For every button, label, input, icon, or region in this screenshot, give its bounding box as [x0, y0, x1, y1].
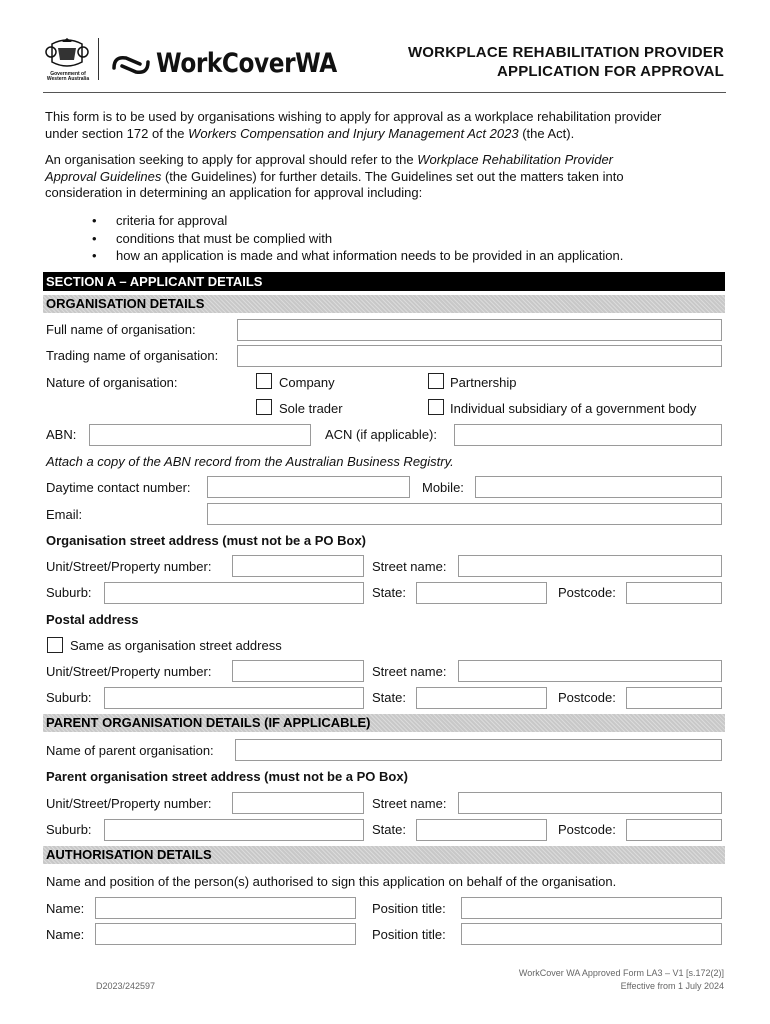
postal-street-name-input[interactable] [458, 660, 722, 682]
street-name-label: Street name: [372, 559, 447, 574]
postal-suburb-input[interactable] [104, 687, 364, 709]
parent-postcode-input[interactable] [626, 819, 722, 841]
suburb-input[interactable] [104, 582, 364, 604]
abn-label: ABN: [46, 427, 77, 442]
parent-suburb-label: Suburb: [46, 822, 92, 837]
abn-note: Attach a copy of the ABN record from the Australian Business Registry. [46, 454, 454, 469]
workcover-logo-text: WorkCoverWA [156, 48, 337, 79]
full-name-input[interactable] [237, 319, 722, 341]
parent-state-input[interactable] [416, 819, 547, 841]
intro-paragraph-2 [45, 152, 735, 202]
auth-position-input-2[interactable] [461, 923, 722, 945]
suburb-label: Suburb: [46, 585, 92, 600]
authorisation-heading: AUTHORISATION DETAILS [43, 846, 725, 864]
postcode-label: Postcode: [558, 585, 616, 600]
postal-state-label: State: [372, 690, 406, 705]
organisation-details-heading: ORGANISATION DETAILS [43, 295, 725, 313]
unit-label: Unit/Street/Property number: [46, 559, 212, 574]
header-rule [43, 92, 726, 93]
auth-position-label-2: Position title: [372, 927, 446, 942]
header-divider [98, 38, 99, 80]
auth-name-input-1[interactable] [95, 897, 356, 919]
intro-p2-mid: (the Guidelines) for further details. The Guidelines set out the matters taken into [161, 168, 624, 184]
auth-name-input-2[interactable] [95, 923, 356, 945]
postcode-input[interactable] [626, 582, 722, 604]
postal-unit-label: Unit/Street/Property number: [46, 664, 212, 679]
parent-postcode-label: Postcode: [558, 822, 616, 837]
intro-paragraph-1 [45, 109, 735, 142]
daytime-label: Daytime contact number: [46, 480, 191, 495]
intro-p2-start: An organisation seeking to apply for approval should refer to the [45, 152, 418, 167]
parent-street-name-label: Street name: [372, 796, 447, 811]
company-checkbox[interactable] [256, 373, 272, 389]
abn-input[interactable] [89, 424, 311, 446]
subsidiary-label: Individual subsidiary of a government body [450, 401, 697, 416]
same-as-street-label: Same as organisation street address [70, 638, 282, 653]
bullet-icon: • [92, 231, 97, 246]
sole-trader-label: Sole trader [279, 401, 343, 416]
acn-input[interactable] [454, 424, 722, 446]
auth-name-label-1: Name: [46, 901, 85, 916]
intro-p1-end: (the Act). [518, 125, 575, 141]
full-name-label: Full name of organisation: [46, 322, 196, 337]
daytime-input[interactable] [207, 476, 410, 498]
crest-caption: Government of Western Australia [46, 71, 90, 82]
auth-position-label-1: Position title: [372, 901, 446, 916]
postal-state-input[interactable] [416, 687, 547, 709]
postal-postcode-label: Postcode: [558, 690, 616, 705]
bullet-item: conditions that must be complied with [116, 231, 333, 246]
workcover-swoosh-icon [110, 52, 152, 78]
bullet-icon: • [92, 213, 97, 228]
form-title-line1: WORKPLACE REHABILITATION PROVIDER [407, 44, 724, 61]
postal-street-name-label: Street name: [372, 664, 447, 679]
nature-label: Nature of organisation: [46, 375, 178, 390]
acn-label: ACN (if applicable): [325, 427, 437, 442]
parent-organisation-heading: PARENT ORGANISATION DETAILS (IF APPLICABLE) [43, 714, 725, 732]
bullet-item: criteria for approval [116, 213, 228, 228]
guidelines-name-1: Workplace Rehabilitation Provider [417, 152, 613, 167]
bullet-icon: • [92, 248, 97, 263]
form-title-line2: APPLICATION FOR APPROVAL [496, 63, 724, 80]
postal-unit-input[interactable] [232, 660, 364, 682]
postal-suburb-label: Suburb: [46, 690, 92, 705]
partnership-checkbox[interactable] [428, 373, 444, 389]
parent-unit-input[interactable] [232, 792, 364, 814]
parent-name-label: Name of parent organisation: [46, 743, 214, 758]
document-id: D2023/242597 [96, 981, 156, 991]
email-input[interactable] [207, 503, 722, 525]
state-input[interactable] [416, 582, 547, 604]
auth-position-input-1[interactable] [461, 897, 722, 919]
parent-suburb-input[interactable] [104, 819, 364, 841]
subsidiary-checkbox[interactable] [428, 399, 444, 415]
guidelines-name-2: Approval Guidelines [45, 168, 162, 184]
mobile-input[interactable] [475, 476, 722, 498]
intro-p2-end: consideration in determining an application for approval including: [45, 185, 423, 200]
partnership-label: Partnership [450, 375, 517, 390]
sole-trader-checkbox[interactable] [256, 399, 272, 415]
form-id: WorkCover WA Approved Form LA3 – V1 [s.172(2)] [518, 968, 724, 978]
act-name: Workers Compensation and Injury Management Act 2023 [188, 125, 519, 141]
section-a-heading: SECTION A – APPLICANT DETAILS [43, 272, 725, 291]
trading-name-label: Trading name of organisation: [46, 348, 219, 363]
intro-p1-line1: This form is to be used by organisations wishing to apply for approval as a workplace rehabilitation provider [45, 109, 662, 124]
trading-name-input[interactable] [237, 345, 722, 367]
unit-input[interactable] [232, 555, 364, 577]
intro-p1-line2: under section 172 of the [45, 125, 189, 141]
street-address-heading: Organisation street address (must not be a PO Box) [46, 533, 367, 548]
email-label: Email: [46, 507, 83, 522]
parent-state-label: State: [372, 822, 406, 837]
company-label: Company [279, 375, 335, 390]
postal-address-heading: Postal address [46, 612, 139, 627]
auth-name-label-2: Name: [46, 927, 85, 942]
effective-date: Effective from 1 July 2024 [620, 981, 724, 991]
state-label: State: [372, 585, 406, 600]
postal-postcode-input[interactable] [626, 687, 722, 709]
mobile-label: Mobile: [422, 480, 464, 495]
parent-street-name-input[interactable] [458, 792, 722, 814]
parent-street-heading: Parent organisation street address (must not be a PO Box) [46, 769, 408, 784]
parent-name-input[interactable] [235, 739, 722, 761]
bullet-item: how an application is made and what information needs to be provided in an application. [116, 248, 624, 263]
authorisation-instruction: Name and position of the person(s) authorised to sign this application on behalf of the organisation. [46, 874, 617, 889]
parent-unit-label: Unit/Street/Property number: [46, 796, 212, 811]
same-as-street-checkbox[interactable] [47, 637, 63, 653]
street-name-input[interactable] [458, 555, 722, 577]
